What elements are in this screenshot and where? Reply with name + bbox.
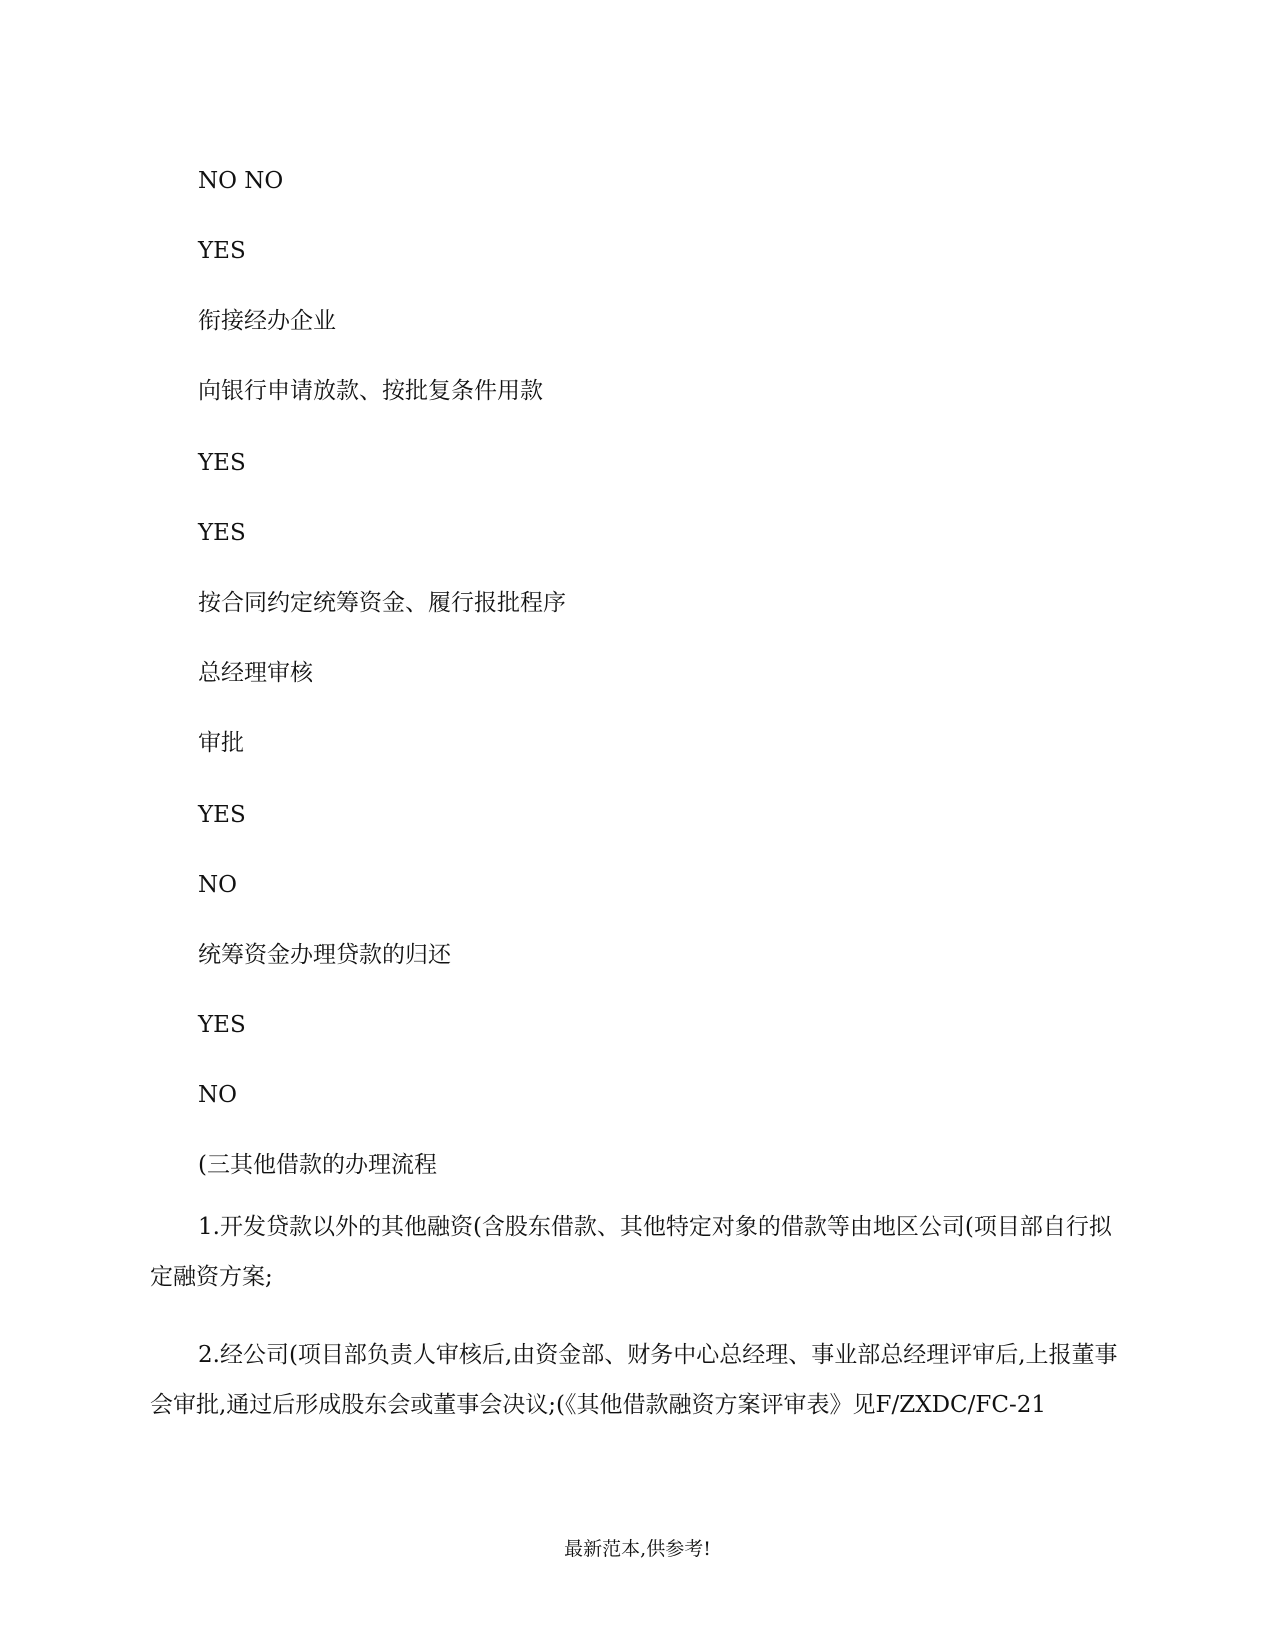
flow-label-no: NO — [198, 872, 237, 898]
flow-label-yes: YES — [198, 520, 246, 546]
paragraph-1: 1.开发贷款以外的其他融资(含股东借款、其他特定对象的借款等由地区公司(项目部自行拟定融资方案; — [150, 1214, 1112, 1290]
flow-label-yes: YES — [198, 802, 246, 828]
page-footer: 最新范本,供参考! — [564, 1538, 711, 1560]
flow-label-yes: YES — [198, 450, 246, 476]
flow-step-approval: 审批 — [198, 730, 244, 756]
flow-step-liaison: 衔接经办企业 — [198, 308, 336, 334]
flow-label-no-no: NO NO — [198, 168, 284, 194]
flow-step-gm-review: 总经理审核 — [198, 660, 313, 686]
flow-label-yes: YES — [198, 1012, 246, 1038]
paragraph-2: 2.经公司(项目部负责人审核后,由资金部、财务中心总经理、事业部总经理评审后,上报董事会审批,通过后形成股东会或董事会决议;(《其他借款融资方案评审表》见F/ZXDC/FC-21 — [150, 1342, 1118, 1418]
flow-label-no: NO — [198, 1082, 237, 1108]
section-heading: (三其他借款的办理流程 — [198, 1152, 437, 1178]
flow-step-repayment: 统筹资金办理贷款的归还 — [198, 942, 451, 968]
flow-step-apply-loan: 向银行申请放款、按批复条件用款 — [198, 378, 543, 404]
flow-step-fund-planning: 按合同约定统筹资金、履行报批程序 — [198, 590, 566, 616]
flow-label-yes: YES — [198, 238, 246, 264]
